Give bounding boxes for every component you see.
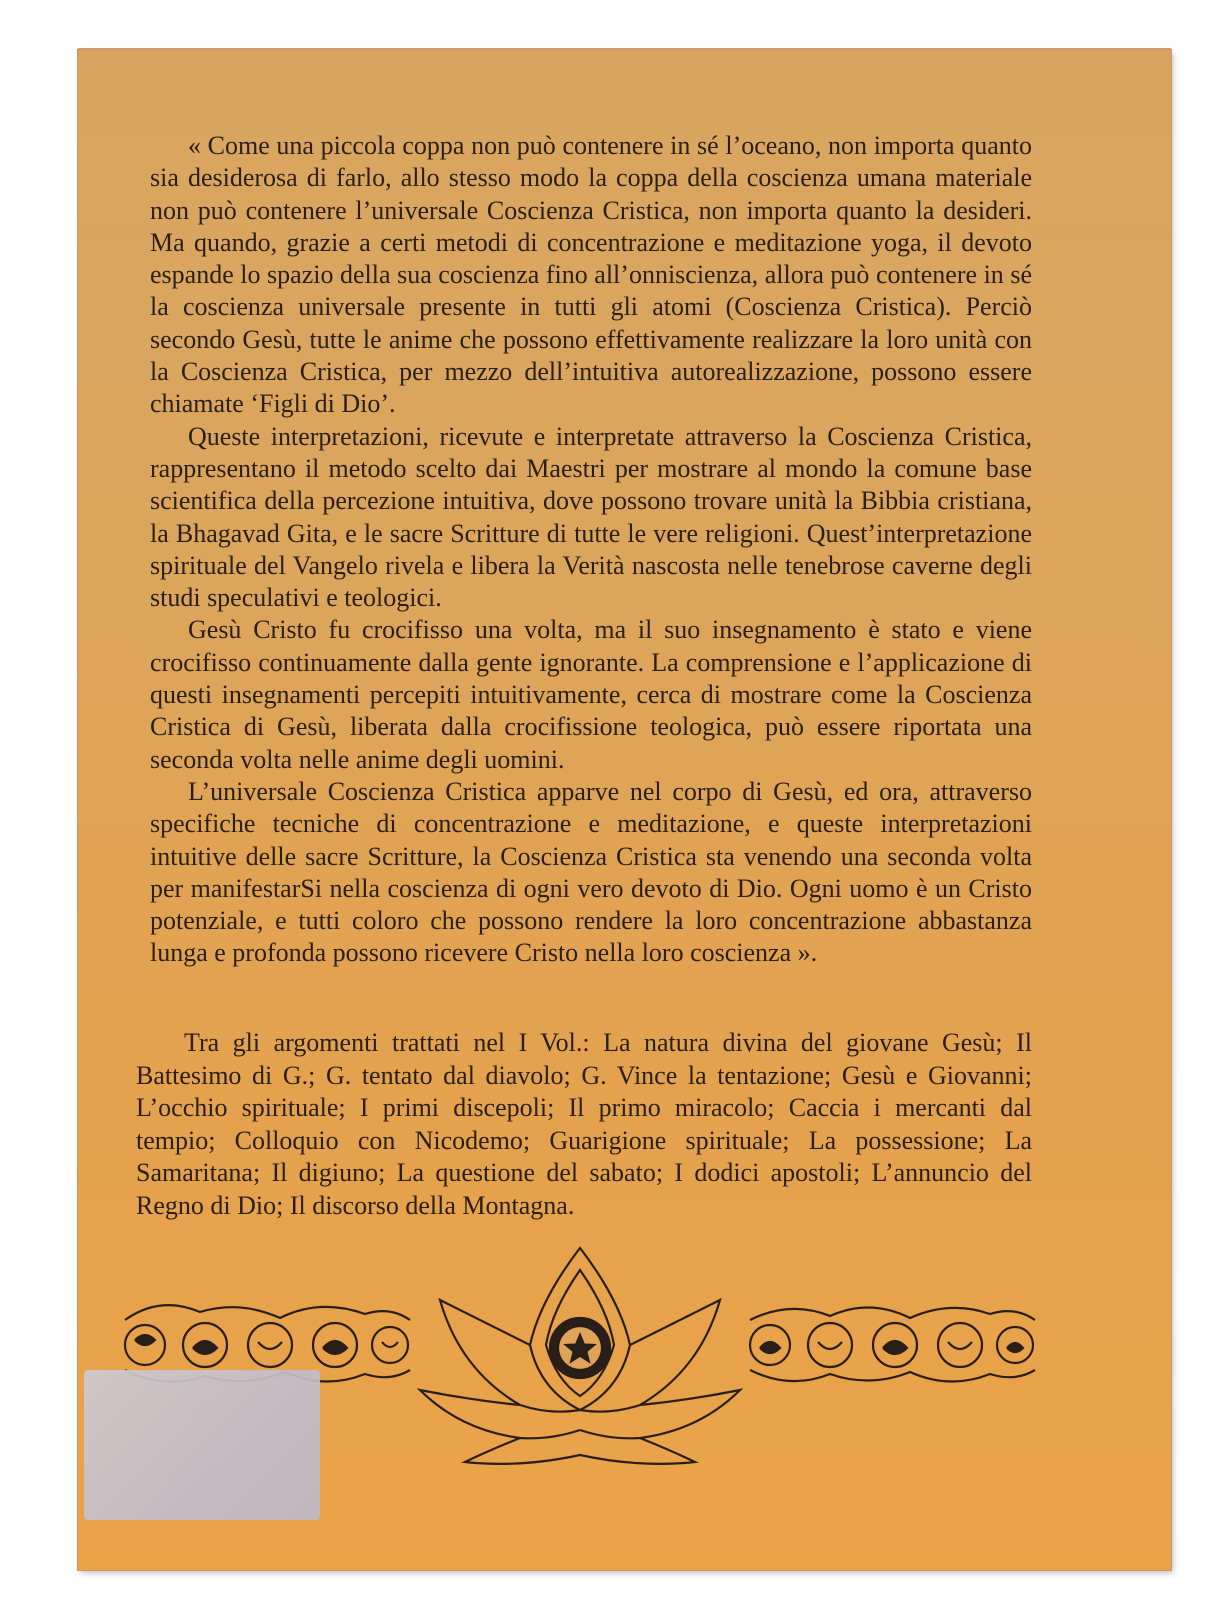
blurb-paragraph: « Come una piccola coppa non può contenere in sé l’oceano, non importa quanto sia desiderosa di farlo, allo stesso modo la coppa della coscienza umana materiale non può contenere l’universale Coscienza Cristica, non importa quanto la desideri. Ma quando, grazie a certi metodi di concentrazione e meditazione yoga, il devoto espande lo spazio della sua coscienza fino all’onniscienza, allora può contenere in sé la coscienza universale presente in tutti gli atomi (Coscienza Cristica). Perciò secondo Gesù, tutte le anime che possono effettivamente realizzare la loro unità con la Coscienza Cristica, per mezzo dell’intuitiva autorealizzazione, possono essere chiamate ‘Figli di Dio’. — [150, 131, 1032, 419]
topics-paragraph: Tra gli argomenti trattati nel I Vol.: La natura divina del giovane Gesù; Il Battesimo di G.; G. tentato dal diavolo; G. Vince la tentazione; Gesù e Giovanni; L’occhio spirituale; I primi discepoli; Il primo miracolo; Caccia i mercanti dal tempio; Colloquio con Nicodemo; Guarigione spirituale; La possessione; La Samaritana; Il digiuno; La questione del sabato; I dodici apostoli; L’annuncio del Regno di Dio; Il discorso della Montagna. — [136, 1028, 1032, 1220]
blurb-paragraph: L’universale Coscienza Cristica apparve nel corpo di Gesù, ed ora, attraverso specifiche tecniche di concentrazione e meditazione, e queste interpretazioni intuitive delle sacre Scritture, la Coscienza Cristica sta venendo una seconda volta per manifestarSi nella coscienza di ogni vero devoto di Dio. Ogni uomo è un Cristo potenziale, e tutti coloro che possono rendere la loro concentrazione abbastanza lunga e profonda possono ricevere Cristo nella loro coscienza ». — [150, 776, 1032, 968]
blurb-paragraph: Queste interpretazioni, ricevute e interpretate attraverso la Coscienza Cristica, rappresentano il metodo scelto dai Maestri per mostrare al mondo la comune base scientifica della percezione intuitiva, dove possono trovare unità la Bibbia cristiana, la Bhagavad Gita, e le sacre Scritture di tutte le vere religioni. Quest’interpretazione spirituale del Vangelo rivela e libera la Verità nascosta nelle tenebrose caverne degli studi speculativi e teologici. — [150, 421, 1032, 613]
right-ornament-band — [750, 1307, 1035, 1381]
lotus-flower — [420, 1248, 740, 1464]
library-label-sticker — [84, 1370, 320, 1520]
blurb-paragraph: Gesù Cristo fu crocifisso una volta, ma il suo insegnamento è stato e viene crocifisso continuamente dalla gente ignorante. La comprensione e l’applicazione di questi insegnamenti percepiti intuitivamente, cerca di mostrare come la Coscienza Cristica di Gesù, liberata dalla crocifissione teologica, può essere riportata una seconda volta nelle anime degli uomini. — [150, 615, 1032, 774]
blurb-text — [150, 130, 1032, 970]
